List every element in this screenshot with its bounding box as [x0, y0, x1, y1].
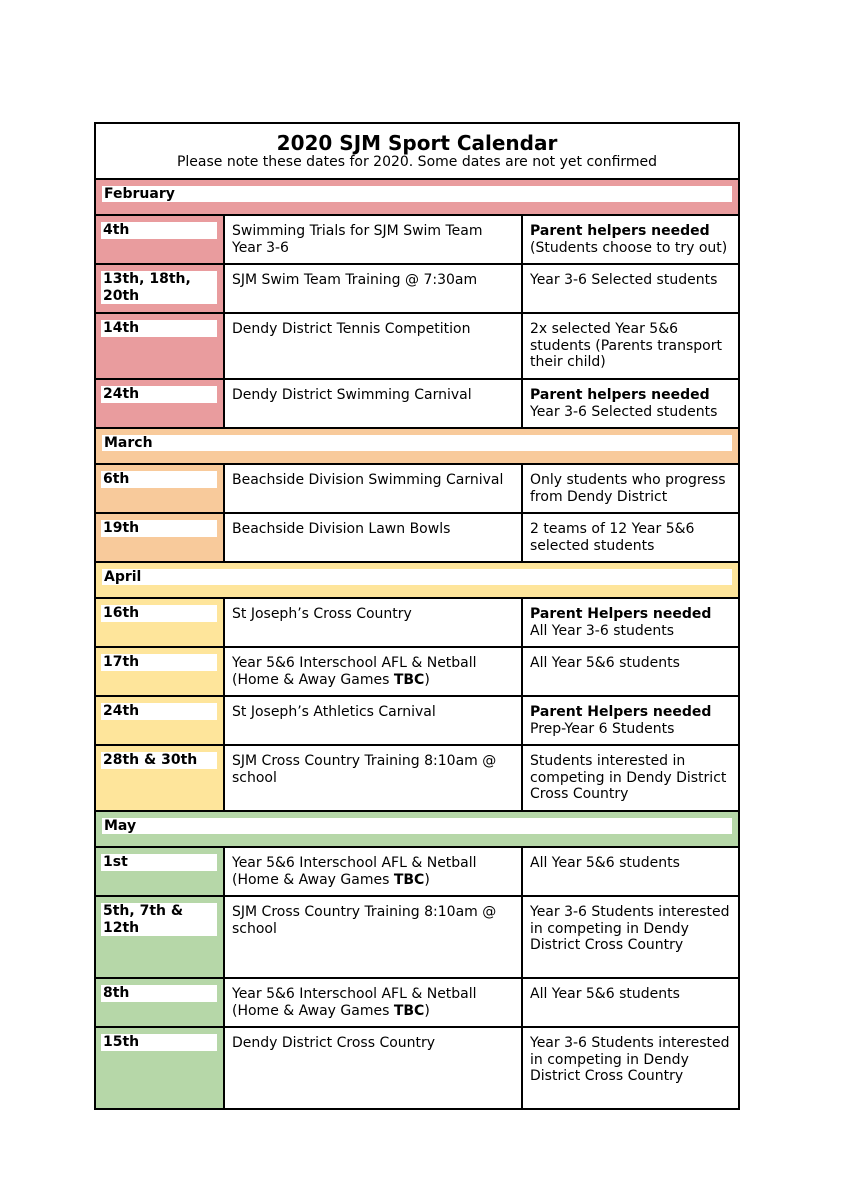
note-cell: [522, 896, 739, 978]
table-row: [95, 745, 739, 811]
date-cell: [95, 513, 224, 562]
note-cell: [522, 847, 739, 896]
event-name: Year 5&6 Interschool AFL & Netball (Home & Away Games: [232, 655, 477, 688]
note-cell: [522, 464, 739, 513]
event-cell: [224, 647, 522, 696]
event-name: Dendy District Cross Country: [232, 1035, 436, 1051]
event-note: 2x selected Year 5&6 students (Parents transport their child): [530, 321, 722, 370]
date-cell: [95, 745, 224, 811]
event-cell: [224, 978, 522, 1027]
event-note: 2 teams of 12 Year 5&6 selected students: [530, 521, 695, 554]
month-row-april: [95, 562, 739, 598]
event-name: Swimming Trials for SJM Swim Team Year 3-6: [232, 223, 483, 256]
event-date: 19th: [101, 520, 217, 537]
calendar-title: 2020 SJM Sport Calendar: [276, 131, 558, 155]
table-row: [95, 647, 739, 696]
table-row: [95, 313, 739, 379]
event-cell: [224, 696, 522, 745]
event-date: 14th: [101, 320, 217, 337]
note-cell: [522, 978, 739, 1027]
month-header-february: [95, 179, 739, 215]
title-row: [95, 123, 739, 179]
date-cell: [95, 264, 224, 313]
month-label: April: [102, 569, 732, 585]
event-name: Year 5&6 Interschool AFL & Netball (Home & Away Games: [232, 855, 477, 888]
note-cell: [522, 696, 739, 745]
table-row: [95, 264, 739, 313]
table-row: [95, 379, 739, 428]
note-highlight: Parent Helpers needed: [530, 606, 712, 622]
event-date: 17th: [101, 654, 217, 671]
event-note: Year 3-6 Selected students: [530, 272, 718, 288]
note-cell: [522, 313, 739, 379]
date-cell: [95, 696, 224, 745]
table-row: [95, 696, 739, 745]
note-cell: [522, 1027, 739, 1109]
tbc-flag: TBC: [393, 1002, 425, 1019]
note-cell: [522, 215, 739, 264]
month-label: February: [102, 186, 732, 202]
month-header-march: [95, 428, 739, 464]
event-note: All Year 3-6 students: [530, 622, 675, 639]
table-row: [95, 978, 739, 1027]
event-cell: [224, 1027, 522, 1109]
table-row: [95, 513, 739, 562]
note-cell: [522, 379, 739, 428]
note-highlight: Parent Helpers needed: [530, 704, 712, 720]
event-note: Students interested in competing in Dendy District Cross Country: [530, 753, 727, 802]
event-cell: [224, 215, 522, 264]
event-date: 13th, 18th, 20th: [101, 271, 217, 304]
date-cell: [95, 896, 224, 978]
event-date: 8th: [101, 985, 217, 1002]
sport-calendar-table: [94, 122, 740, 1110]
event-name: Beachside Division Lawn Bowls: [232, 521, 451, 537]
month-label: May: [102, 818, 732, 834]
event-note: All Year 5&6 students: [530, 986, 680, 1002]
date-cell: [95, 1027, 224, 1109]
month-row-march: [95, 428, 739, 464]
date-cell: [95, 598, 224, 647]
event-name-end: ): [424, 871, 430, 888]
event-note: All Year 5&6 students: [530, 655, 680, 671]
event-note: Year 3-6 Students interested in competing in Dendy District Cross Country: [530, 1035, 730, 1084]
month-header-may: [95, 811, 739, 847]
table-row: [95, 464, 739, 513]
event-name: SJM Cross Country Training 8:10am @ school: [232, 904, 497, 937]
title-cell: [95, 123, 739, 179]
event-cell: [224, 896, 522, 978]
note-cell: [522, 513, 739, 562]
event-date: 16th: [101, 605, 217, 622]
event-date: 4th: [101, 222, 217, 239]
event-cell: [224, 313, 522, 379]
note-cell: [522, 264, 739, 313]
note-cell: [522, 598, 739, 647]
date-cell: [95, 215, 224, 264]
event-date: 15th: [101, 1034, 217, 1051]
date-cell: [95, 847, 224, 896]
event-date: 24th: [101, 386, 217, 403]
event-name: St Joseph’s Cross Country: [232, 606, 412, 622]
month-row-may: [95, 811, 739, 847]
event-note: Year 3-6 Students interested in competing in Dendy District Cross Country: [530, 904, 730, 953]
date-cell: [95, 978, 224, 1027]
event-name-end: ): [424, 671, 430, 688]
date-cell: [95, 464, 224, 513]
event-name: Dendy District Tennis Competition: [232, 321, 471, 337]
table-row: [95, 598, 739, 647]
event-name: Dendy District Swimming Carnival: [232, 387, 472, 403]
event-cell: [224, 464, 522, 513]
table-row: [95, 896, 739, 978]
event-name: SJM Cross Country Training 8:10am @ school: [232, 753, 497, 786]
calendar-subtitle: Please note these dates for 2020. Some dates are not yet confirmed: [176, 154, 658, 170]
event-note: Prep-Year 6 Students: [530, 720, 675, 737]
event-date: 5th, 7th & 12th: [101, 903, 217, 936]
event-note: (Students choose to try out): [530, 239, 728, 256]
event-note: Year 3-6 Selected students: [530, 403, 718, 420]
event-cell: [224, 264, 522, 313]
event-name-end: ): [424, 1002, 430, 1019]
event-note: All Year 5&6 students: [530, 855, 680, 871]
tbc-flag: TBC: [393, 871, 425, 888]
event-date: 1st: [101, 854, 217, 871]
date-cell: [95, 379, 224, 428]
event-note: Only students who progress from Dendy District: [530, 472, 726, 505]
date-cell: [95, 313, 224, 379]
event-name: Year 5&6 Interschool AFL & Netball (Home & Away Games: [232, 986, 477, 1019]
event-date: 24th: [101, 703, 217, 720]
date-cell: [95, 647, 224, 696]
event-cell: [224, 745, 522, 811]
month-row-february: [95, 179, 739, 215]
event-cell: [224, 847, 522, 896]
tbc-flag: TBC: [393, 671, 425, 688]
note-highlight: Parent helpers needed: [530, 223, 710, 239]
month-label: March: [102, 435, 732, 451]
table-row: [95, 1027, 739, 1109]
event-cell: [224, 598, 522, 647]
event-date: 28th & 30th: [101, 752, 217, 769]
table-row: [95, 215, 739, 264]
note-cell: [522, 647, 739, 696]
event-cell: [224, 513, 522, 562]
event-name: Beachside Division Swimming Carnival: [232, 472, 504, 488]
note-cell: [522, 745, 739, 811]
event-name: St Joseph’s Athletics Carnival: [232, 704, 436, 720]
table-row: [95, 847, 739, 896]
event-name: SJM Swim Team Training @ 7:30am: [232, 272, 478, 288]
note-highlight: Parent helpers needed: [530, 387, 710, 403]
month-header-april: [95, 562, 739, 598]
event-cell: [224, 379, 522, 428]
event-date: 6th: [101, 471, 217, 488]
